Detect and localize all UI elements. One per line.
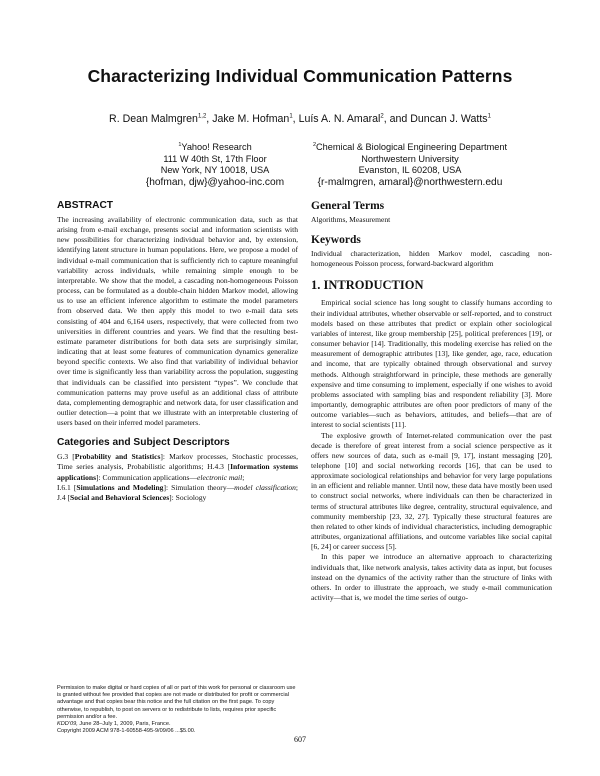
page-number: 607 [294,735,306,744]
permission-text: Permission to make digital or hard copies of all or part of this work for personal or classroom use is granted without fee provided that copies are not made or distributed for profit or commercial advantage and that copies bear this notice and the full citation on the first page. To copy otherwise, to republish, to post on servers or to redistribute to lists, requires prior specific permission and/or a fee. [57,685,296,720]
categories-text: G.3 [Probability and Statistics]: Markov processes, Stochastic processes, Time series analysis, Probabilistic algorithms; H.4.3 [Information systems applications]: Communication applications—electronic mail; [57,452,299,482]
author-name: Duncan J. Watts [410,113,488,125]
right-column [311,200,552,603]
paper-title: Characterizing Individual Communication Patterns [87,66,513,86]
categories-heading: Categories and Subject Descriptors [57,437,230,449]
permission-notice [57,685,298,735]
intro-paragraph: In this paper we introduce an alternative approach to characterizing individuals that, like network analysis, takes activity data as input, but focuses instead on the dynamics of the activity rather than the structure of links with others. In order to illustrate the approach, we study e-mail communication activity—that is, we model the time series of outgo- [311,552,552,602]
keywords-text: Individual characterization, hidden Markov model, cascading non-homogeneous Poisson process, forward-backward algorithm [311,249,552,269]
author-name: Luís A. N. Amaral [298,113,381,125]
affiliation-street: Northwestern University [361,153,459,164]
left-column [57,200,298,503]
affiliation-street: 111 W 40th St, 17th Floor [163,153,267,164]
general-terms-heading: General Terms [311,200,385,212]
intro-paragraph: The explosive growth of Internet-related communication over the past decade is therefore of great interest from a social science perspective as it offers new sources of data, such as e-mail [9, 17], instant messaging [20], telephone [10] and social networking records [16], that can be used to approximate sociological relationships and behavior for very large populations in an efficient and reliable manner. Until now, these data have mostly been used to construct social networks, where individuals can then be characterized in terms of structural attributes like degree, centrality, structural equivalence, and community membership [23, 32, 27]. Typically these structural features are then related to other kinds of individual characteristics, including demographic attributes, organizational affiliations, and outcome variables like social capital [6, 24] or career success [5]. [311,430,553,552]
affiliation-org: Chemical & Biological Engineering Department [316,142,508,153]
affiliation-yahoo: $^1$Yahoo! Research 111 W 40th St, 17th Floor New York, NY 10018, USA {hofman, djw}@yahoo-inc.com [105,140,325,188]
author-list: R. Dean Malmgren$^{1,2}$, Jake M. Hofman$^1$, Luís A. N. Amaral$^2$, and Duncan J. Watts$^1$ [109,113,491,125]
categories-text-2: I.6.1 [Simulations and Modeling]: Simulation theory—model classification; J.4 [Social and Behavioral Sciences]: Sociology [57,482,299,502]
affiliation-city: Evanston, IL 60208, USA [358,165,462,176]
author-affil-mark: 2 [380,113,384,120]
keywords-heading: Keywords [311,234,361,247]
author-name: R. Dean Malmgren [109,113,198,125]
copyright-line: Copyright 2009 ACM 978-1-60558-495-9/09/06 ...$5.00. [57,728,196,735]
affiliation-org: Yahoo! Research [181,142,252,153]
affiliation-email: {r-malmgren, amaral}@northwestern.edu [317,176,503,188]
general-terms-text: Algorithms, Measurement [311,215,391,224]
author-name: Jake M. Hofman [212,113,290,125]
intro-paragraph: Empirical social science has long sought to classify humans according to their individual attributes, whether observable or self-reported, and to construct models based on these attributes that predict or explain other sociological variables of interest, like group membership [25], political preferences [19], or consumer behavior [14]. Traditionally, this modeling exercise has relied on the measurement of demographic attributes [13], like gender, age, race, education and income, that are typically obtained through observational and survey methods. Although straightforward in principle, these methods are generally expensive and time consuming to implement, especially if one wishes to avoid problems associated with sampling bias and respondent reliability [3]. More importantly, demographic attributes are often poor predictors of many of the outcome variables—such as behaviors, attitudes, and beliefs—that are of interest to social scientists [11]. [311,298,552,430]
affiliation-email: {hofman, djw}@yahoo-inc.com [145,176,285,188]
introduction-heading: 1. INTRODUCTION [311,278,424,293]
affiliation-northwestern: $^2$Chemical & Biological Engineering Department Northwestern University Evanston, IL 60208, USA {r-malmgren, amaral}@northwestern.edu [285,140,535,188]
abstract-heading: ABSTRACT [57,200,114,211]
venue-line: KDD’09, June 28–July 1, 2009, Paris, France. [57,721,171,728]
author-affil-mark: 1 [289,113,293,120]
author-affil-mark: 1,2 [197,113,207,120]
affiliation-city: New York, NY 10018, USA [160,165,270,176]
author-affil-mark: 1 [487,113,491,120]
abstract-text: The increasing availability of electronic communication data, such as that arising from e-mail exchange, presents social and information scientists with new possibilities for characterizing individual behavior and, by extension, identifying latent structure in human populations. Here, we propose a model of individual e-mail communication that is sufficiently rich to capture meaningful variability across individuals, while remaining simple enough to be interpretable. We show that the model, a cascading non-homogeneous Poisson process, can be formulated as a double-chain hidden Markov model, allowing us to use an efficient inference algorithm to estimate the model parameters from observed data. We then apply this model to two e-mail data sets consisting of 404 and 6,164 users, respectively, that were collected from two universities in different countries and years. We find that the resulting best-estimate parameter distributions for both data sets are surprisingly similar, indicating that at least some features of communication dynamics generalize beyond specific contexts. We also find that variability of individual behavior over time is significantly less than variability across the population, suggesting that individuals can be classified into persistent “types”. We conclude that communication patterns may prove useful as an additional class of attribute data, complementing demographic and network data, for user classification and outlier detection—a point that we illustrate with an interpretable clustering of users based on their inferred model parameters. [57,215,298,428]
